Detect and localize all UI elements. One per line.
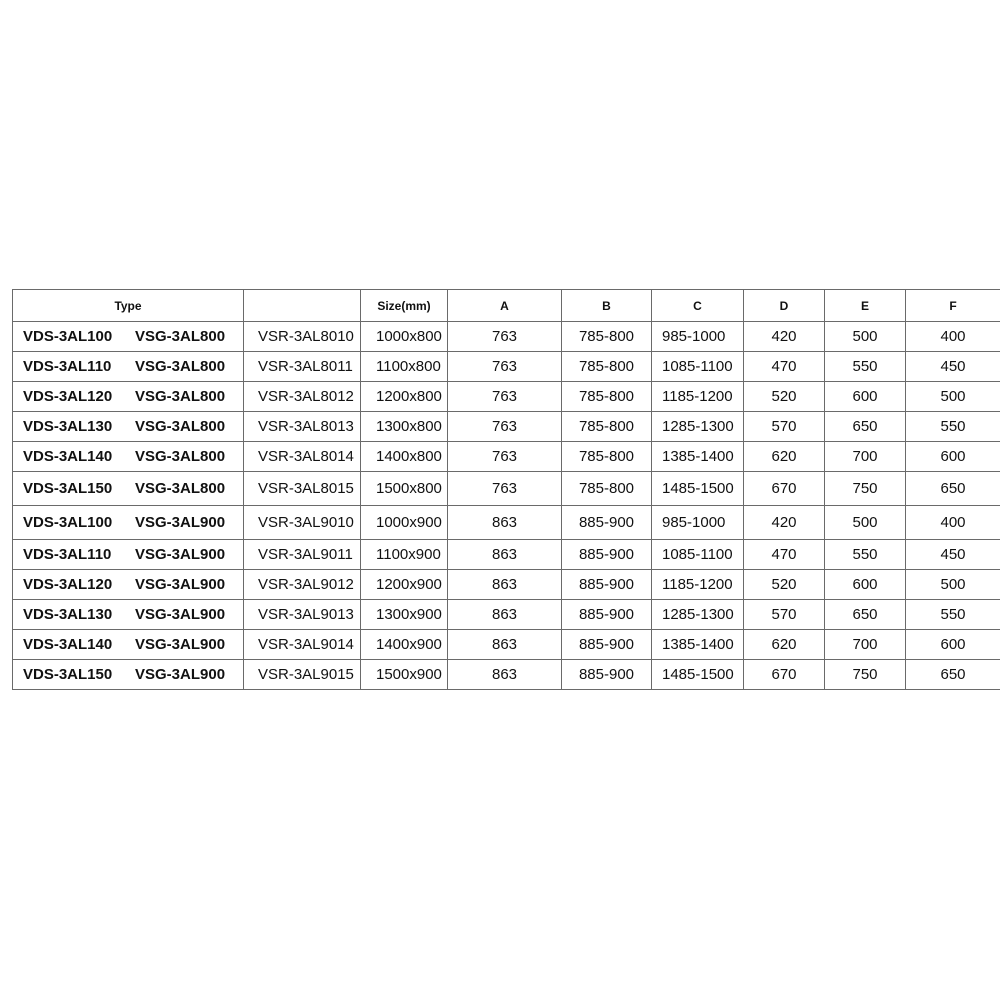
size-value: 1000x800 (361, 322, 448, 352)
size-value: 1100x900 (361, 540, 448, 570)
size-value: 1400x800 (361, 442, 448, 472)
value-b: 785-800 (562, 322, 652, 352)
type-cell (13, 442, 244, 472)
header-type: Type (13, 290, 244, 322)
value-b: 785-800 (562, 352, 652, 382)
vds-model: VDS-3AL110 (23, 358, 112, 375)
vsg-model: VSG-3AL900 (135, 546, 226, 563)
vds-model: VDS-3AL130 (23, 418, 113, 435)
header-c: C (652, 290, 744, 322)
type-cell (13, 570, 244, 600)
value-a: 763 (448, 322, 562, 352)
size-value: 1500x800 (361, 472, 448, 506)
vsr-model: VSR-3AL8013 (244, 412, 361, 442)
type-cell (13, 540, 244, 570)
header-d: D (744, 290, 825, 322)
vds-model: VDS-3AL110 (23, 546, 112, 563)
vsg-model: VSG-3AL900 (135, 606, 226, 623)
vsr-model: VSR-3AL9011 (244, 540, 361, 570)
vsr-model: VSR-3AL8015 (244, 472, 361, 506)
value-a: 863 (448, 570, 562, 600)
value-e: 650 (825, 600, 906, 630)
table-row (13, 660, 1000, 690)
value-b: 885-900 (562, 630, 652, 660)
vds-model: VDS-3AL150 (23, 480, 113, 497)
vsr-model: VSR-3AL8014 (244, 442, 361, 472)
value-d: 420 (744, 322, 825, 352)
size-value: 1400x900 (361, 630, 448, 660)
value-f: 450 (906, 352, 1000, 382)
table-row (13, 630, 1000, 660)
value-f: 550 (906, 600, 1000, 630)
value-d: 620 (744, 442, 825, 472)
table-row (13, 570, 1000, 600)
vds-model: VDS-3AL150 (23, 666, 113, 683)
value-d: 670 (744, 660, 825, 690)
size-value: 1000x900 (361, 506, 448, 540)
type-cell (13, 382, 244, 412)
value-c: 985-1000 (652, 506, 744, 540)
value-a: 863 (448, 600, 562, 630)
value-f: 650 (906, 660, 1000, 690)
value-d: 420 (744, 506, 825, 540)
vds-model: VDS-3AL140 (23, 448, 113, 465)
size-value: 1200x900 (361, 570, 448, 600)
value-a: 863 (448, 660, 562, 690)
value-c: 1185-1200 (652, 382, 744, 412)
value-a: 863 (448, 506, 562, 540)
value-a: 763 (448, 442, 562, 472)
value-b: 785-800 (562, 472, 652, 506)
value-a: 763 (448, 382, 562, 412)
value-f: 600 (906, 442, 1000, 472)
value-e: 550 (825, 352, 906, 382)
header-b: B (562, 290, 652, 322)
header-row (13, 290, 1000, 322)
size-value: 1200x800 (361, 382, 448, 412)
value-f: 650 (906, 472, 1000, 506)
value-c: 985-1000 (652, 322, 744, 352)
value-b: 785-800 (562, 382, 652, 412)
value-e: 750 (825, 472, 906, 506)
vsg-model: VSG-3AL800 (135, 358, 226, 375)
vds-model: VDS-3AL100 (23, 328, 113, 345)
header-size: Size(mm) (361, 290, 448, 322)
value-c: 1085-1100 (652, 540, 744, 570)
table-header (13, 290, 1000, 322)
vds-model: VDS-3AL130 (23, 606, 113, 623)
value-c: 1185-1200 (652, 570, 744, 600)
table-row (13, 322, 1000, 352)
value-e: 500 (825, 506, 906, 540)
header-f: F (906, 290, 1000, 322)
header-blank (244, 290, 361, 322)
value-e: 500 (825, 322, 906, 352)
table-row (13, 382, 1000, 412)
type-cell (13, 322, 244, 352)
table-row (13, 600, 1000, 630)
value-d: 520 (744, 570, 825, 600)
type-cell (13, 600, 244, 630)
vsg-model: VSG-3AL800 (135, 418, 226, 435)
value-a: 863 (448, 630, 562, 660)
value-e: 550 (825, 540, 906, 570)
value-e: 700 (825, 630, 906, 660)
vds-model: VDS-3AL120 (23, 576, 113, 593)
value-b: 885-900 (562, 600, 652, 630)
value-b: 785-800 (562, 412, 652, 442)
spec-table (12, 289, 1000, 690)
table-row (13, 540, 1000, 570)
vsr-model: VSR-3AL9013 (244, 600, 361, 630)
value-b: 885-900 (562, 506, 652, 540)
value-b: 885-900 (562, 570, 652, 600)
vsg-model: VSG-3AL900 (135, 576, 226, 593)
value-c: 1285-1300 (652, 412, 744, 442)
vsg-model: VSG-3AL800 (135, 480, 226, 497)
vds-model: VDS-3AL120 (23, 388, 113, 405)
vsr-model: VSR-3AL8012 (244, 382, 361, 412)
table-row (13, 472, 1000, 506)
value-d: 570 (744, 412, 825, 442)
value-d: 520 (744, 382, 825, 412)
type-cell (13, 660, 244, 690)
vsg-model: VSG-3AL900 (135, 666, 226, 683)
value-e: 600 (825, 570, 906, 600)
value-d: 570 (744, 600, 825, 630)
vsg-model: VSG-3AL800 (135, 448, 226, 465)
vsr-model: VSR-3AL9010 (244, 506, 361, 540)
header-e: E (825, 290, 906, 322)
vsr-model: VSR-3AL8011 (244, 352, 361, 382)
value-e: 700 (825, 442, 906, 472)
value-c: 1385-1400 (652, 630, 744, 660)
value-b: 785-800 (562, 442, 652, 472)
table-row (13, 352, 1000, 382)
value-b: 885-900 (562, 660, 652, 690)
vsg-model: VSG-3AL900 (135, 514, 226, 531)
value-a: 763 (448, 472, 562, 506)
vsr-model: VSR-3AL9015 (244, 660, 361, 690)
value-a: 863 (448, 540, 562, 570)
type-cell (13, 630, 244, 660)
value-c: 1085-1100 (652, 352, 744, 382)
vds-model: VDS-3AL140 (23, 636, 113, 653)
table-body (13, 322, 1000, 690)
value-f: 500 (906, 570, 1000, 600)
value-f: 600 (906, 630, 1000, 660)
type-cell (13, 472, 244, 506)
value-d: 470 (744, 352, 825, 382)
value-f: 450 (906, 540, 1000, 570)
value-d: 620 (744, 630, 825, 660)
value-a: 763 (448, 412, 562, 442)
value-c: 1385-1400 (652, 442, 744, 472)
table-row (13, 442, 1000, 472)
value-c: 1285-1300 (652, 600, 744, 630)
vsg-model: VSG-3AL800 (135, 328, 226, 345)
table-row (13, 506, 1000, 540)
header-a: A (448, 290, 562, 322)
value-f: 500 (906, 382, 1000, 412)
value-f: 400 (906, 322, 1000, 352)
vsg-model: VSG-3AL800 (135, 388, 226, 405)
vds-model: VDS-3AL100 (23, 514, 113, 531)
value-d: 670 (744, 472, 825, 506)
vsr-model: VSR-3AL9012 (244, 570, 361, 600)
type-cell (13, 412, 244, 442)
value-f: 550 (906, 412, 1000, 442)
table-row (13, 412, 1000, 442)
size-value: 1300x900 (361, 600, 448, 630)
value-c: 1485-1500 (652, 472, 744, 506)
type-cell (13, 506, 244, 540)
value-d: 470 (744, 540, 825, 570)
value-e: 650 (825, 412, 906, 442)
value-c: 1485-1500 (652, 660, 744, 690)
value-a: 763 (448, 352, 562, 382)
type-cell (13, 352, 244, 382)
vsr-model: VSR-3AL9014 (244, 630, 361, 660)
size-value: 1100x800 (361, 352, 448, 382)
value-f: 400 (906, 506, 1000, 540)
size-value: 1500x900 (361, 660, 448, 690)
value-e: 750 (825, 660, 906, 690)
vsr-model: VSR-3AL8010 (244, 322, 361, 352)
value-b: 885-900 (562, 540, 652, 570)
size-value: 1300x800 (361, 412, 448, 442)
value-e: 600 (825, 382, 906, 412)
vsg-model: VSG-3AL900 (135, 636, 226, 653)
